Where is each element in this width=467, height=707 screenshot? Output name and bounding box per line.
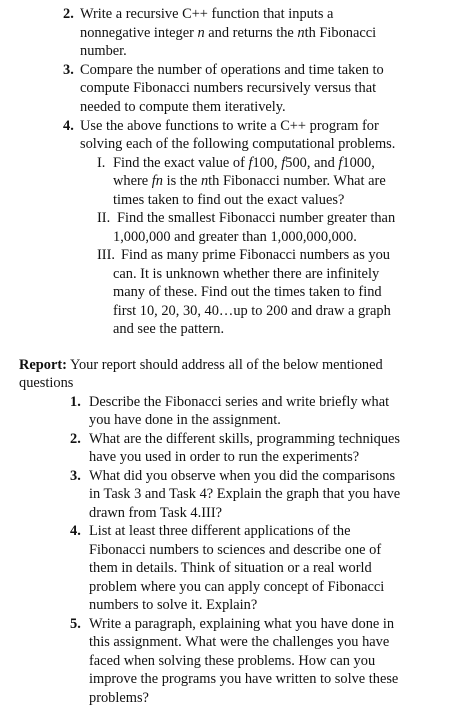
- report-item-line: Describe the Fibonacci series and write briefly what: [89, 394, 390, 410]
- report-item-line: problem where you can apply concept of Fibonacci: [89, 579, 385, 595]
- subtask-text-line: and see the pattern.: [113, 321, 225, 337]
- subtask-number: I.: [97, 155, 106, 171]
- report-item-line: improve the programs you have written to solve these: [89, 671, 399, 687]
- report-label: Report:: [19, 357, 67, 373]
- task-number: 2.: [63, 6, 74, 22]
- task-text-line: Write a recursive C++ function that inputs a: [80, 6, 334, 22]
- task-text-line: compute Fibonacci numbers recursively versus that: [80, 80, 377, 96]
- subtask-text-line: 1,000,000 and greater than 1,000,000,000.: [113, 229, 357, 245]
- report-item-line: have you used in order to run the experiments?: [89, 449, 360, 465]
- task-number: 4.: [63, 118, 74, 134]
- report-item-line: this assignment. What were the challenges you have: [89, 634, 390, 650]
- subtask-text-line: first 10, 20, 30, 40…up to 200 and draw a graph: [113, 303, 391, 319]
- task-text-line: nonnegative integer n and returns the nth Fibonacci: [80, 25, 377, 41]
- subtask-text-line: times taken to find out the exact values?: [113, 192, 345, 208]
- report-intro-line: questions: [19, 375, 74, 391]
- report-item-number: 3.: [70, 468, 81, 484]
- report-item-line: them in details. Think of situation or a real world: [89, 560, 372, 576]
- report-item-line: Fibonacci numbers to sciences and describe one of: [89, 542, 382, 558]
- report-item-line: in Task 3 and Task 4? Explain the graph that you have: [89, 486, 401, 502]
- subtask-text-line: Find the smallest Fibonacci number greater than: [117, 210, 396, 226]
- task-text-line: number.: [80, 43, 127, 59]
- report-item-line: Write a paragraph, explaining what you have done in: [89, 616, 395, 632]
- report-item-line: faced when solving these problems. How can you: [89, 653, 376, 669]
- report-item-line: you have done in the assignment.: [89, 412, 281, 428]
- task-text-line: Use the above functions to write a C++ program for: [80, 118, 379, 134]
- subtask-text-line: Find as many prime Fibonacci numbers as you: [121, 247, 390, 263]
- report-item-line: numbers to solve it. Explain?: [89, 597, 258, 613]
- task-text-line: Compare the number of operations and time taken to: [80, 62, 384, 78]
- subtask-text-line: can. It is unknown whether there are infinitely: [113, 266, 380, 282]
- report-item-line: problems?: [89, 690, 149, 706]
- report-item-number: 1.: [70, 394, 81, 410]
- report-item-number: 4.: [70, 523, 81, 539]
- report-item-number: 5.: [70, 616, 81, 632]
- report-item-line: What are the different skills, programming techniques: [89, 431, 401, 447]
- subtask-number: II.: [97, 210, 111, 226]
- subtask-number: III.: [97, 247, 115, 263]
- task-text-line: needed to compute them iteratively.: [80, 99, 286, 115]
- report-item-line: List at least three different applications of the: [89, 523, 351, 539]
- task-text-line: solving each of the following computational problems.: [80, 136, 396, 152]
- subtask-text-line: where fn is the nth Fibonacci number. What are: [113, 173, 386, 189]
- task-number: 3.: [63, 62, 74, 78]
- subtask-text-line: Find the exact value of f100, f500, and f1000,: [113, 155, 375, 171]
- report-item-number: 2.: [70, 431, 81, 447]
- report-item-line: drawn from Task 4.III?: [89, 505, 222, 521]
- report-intro: Report: Your report should address all of the below mentioned: [19, 357, 383, 373]
- subtask-text-line: many of these. Find out the times taken to find: [113, 284, 382, 300]
- report-item-line: What did you observe when you did the comparisons: [89, 468, 396, 484]
